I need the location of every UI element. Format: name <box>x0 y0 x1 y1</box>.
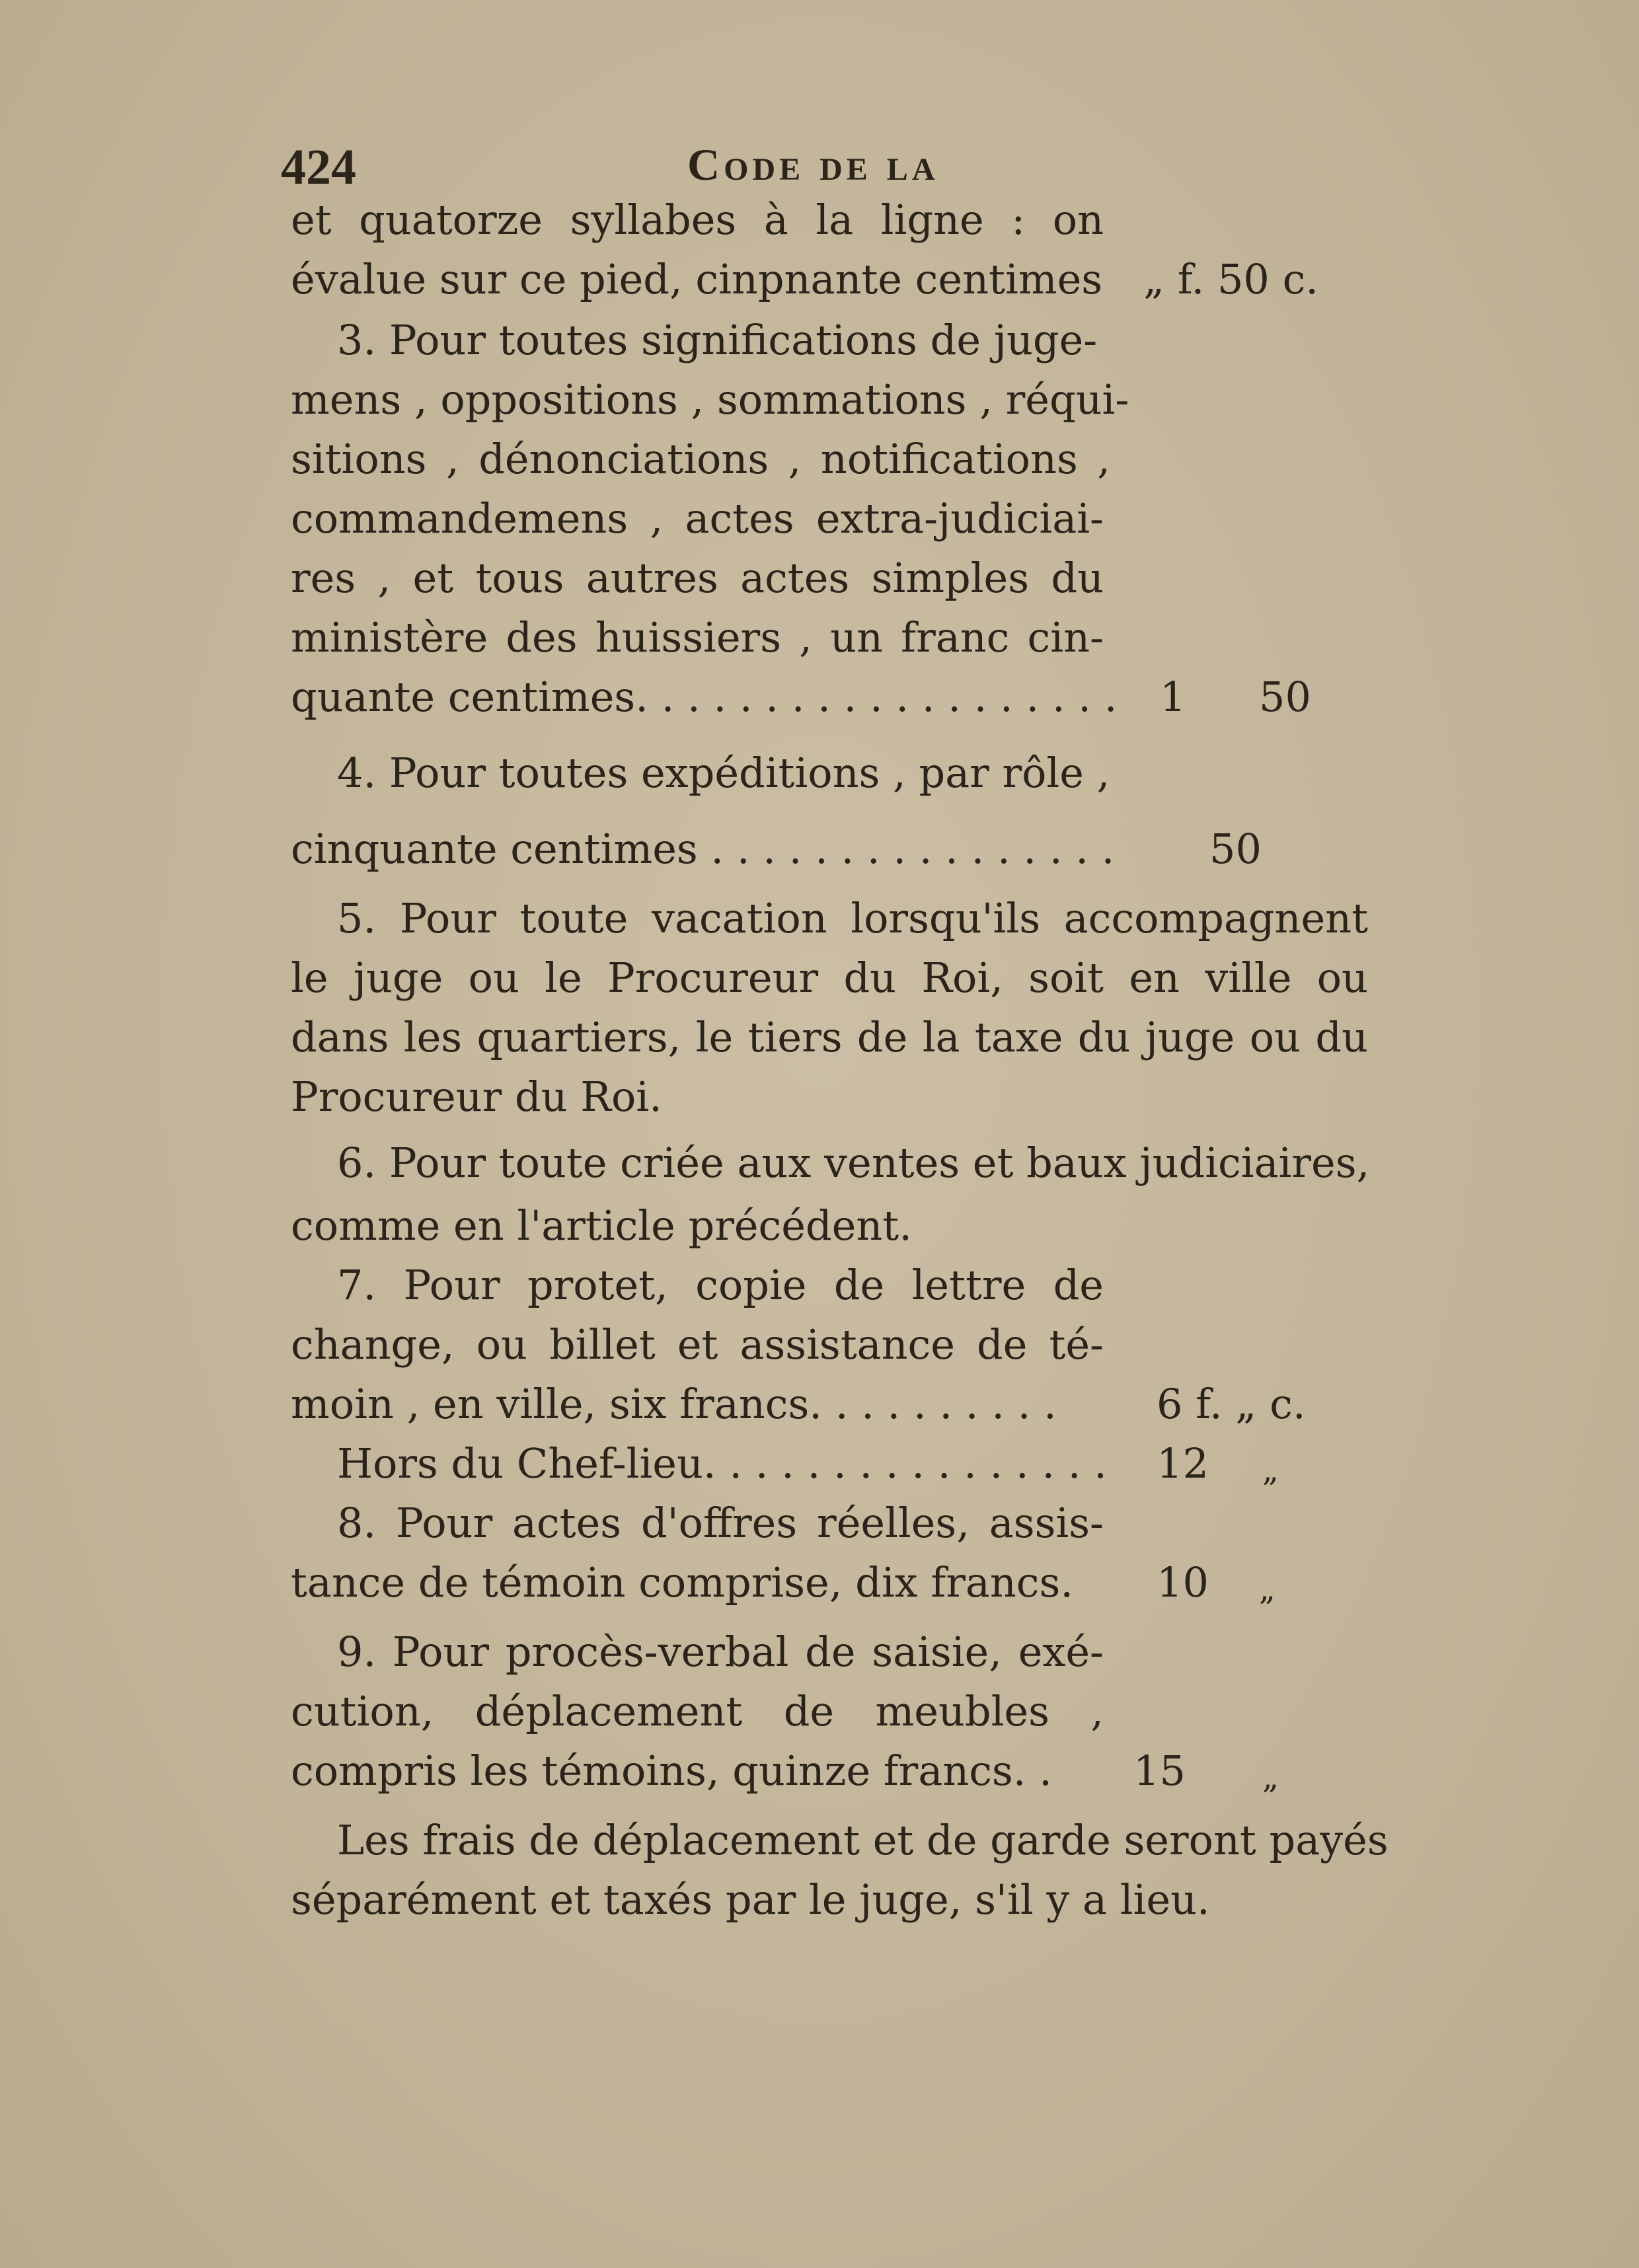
text-line: 3. Pour toutes significations de juge- <box>337 316 1098 364</box>
text-line: 5. Pour toute vacation lorsqu'ils accompagnent <box>337 894 1368 942</box>
text-line: cution, déplacement de meubles , <box>291 1687 1104 1735</box>
text-line: sitions , dénonciations , notifications , <box>291 435 1110 483</box>
text-line: Les frais de déplacement et de garde seront payés <box>337 1816 1389 1864</box>
amount-article-7-ville: 6 f. „ c. <box>1157 1380 1306 1428</box>
text-line: 9. Pour procès-verbal de saisie, exé- <box>337 1628 1104 1676</box>
text-line: 6. Pour toute criée aux ventes et baux judiciaires, <box>337 1139 1370 1187</box>
text-line: 4. Pour toutes expéditions , par rôle , <box>337 749 1110 797</box>
text-line: 7. Pour protet, copie de lettre de <box>337 1261 1104 1309</box>
text-line: tance de témoin comprise, dix francs. <box>291 1558 1074 1606</box>
text-line: et quatorze syllabes à la ligne : on <box>291 196 1104 244</box>
running-head: Code de la <box>687 139 939 190</box>
amount-article-7-hors: 12 <box>1157 1439 1209 1488</box>
text-line: mens , oppositions , sommations , réqui- <box>291 375 1129 424</box>
text-line: évalue sur ce pied, cinpnante centimes <box>291 255 1103 303</box>
text-line: moin , en ville, six francs. . . . . . . . . . <box>291 1380 1057 1428</box>
text-line: ministère des huissiers , un franc cin- <box>291 613 1104 662</box>
text-line: quante centimes. . . . . . . . . . . . . . . . . . . <box>291 673 1118 721</box>
amount-article-7-hors-centimes: „ <box>1262 1452 1279 1489</box>
text-line: Procureur du Roi. <box>291 1073 662 1121</box>
page-number: 424 <box>281 139 356 195</box>
text-line: dans les quartiers, le tiers de la taxe du juge ou du <box>291 1013 1368 1061</box>
amount-article-8-centimes: „ <box>1259 1571 1276 1608</box>
amount-article-8: 10 <box>1157 1558 1209 1606</box>
text-line: séparément et taxés par le juge, s'il y a lieu. <box>291 1875 1210 1924</box>
text-line: 8. Pour actes d'offres réelles, assis- <box>337 1499 1104 1547</box>
amount-article-9-centimes: „ <box>1262 1759 1279 1796</box>
amount-article-2: „ f. 50 c. <box>1143 255 1319 303</box>
text-line: res , et tous autres actes simples du <box>291 554 1104 602</box>
amount-article-3-francs: 1 <box>1160 673 1186 721</box>
text-line: le juge ou le Procureur du Roi, soit en ville ou <box>291 954 1368 1002</box>
text-line: Hors du Chef-lieu. . . . . . . . . . . . . . . . <box>337 1439 1107 1488</box>
text-line: compris les témoins, quinze francs. . <box>291 1747 1052 1795</box>
text-line: change, ou billet et assistance de té- <box>291 1320 1104 1369</box>
text-line: commandemens , actes extra-judiciai- <box>291 494 1104 543</box>
text-line: comme en l'article précédent. <box>291 1201 912 1250</box>
amount-article-9: 15 <box>1133 1747 1186 1795</box>
amount-article-4: 50 <box>1209 825 1262 873</box>
text-line: cinquante centimes . . . . . . . . . . . . . . . . <box>291 825 1115 873</box>
amount-article-3-centimes: 50 <box>1259 673 1311 721</box>
